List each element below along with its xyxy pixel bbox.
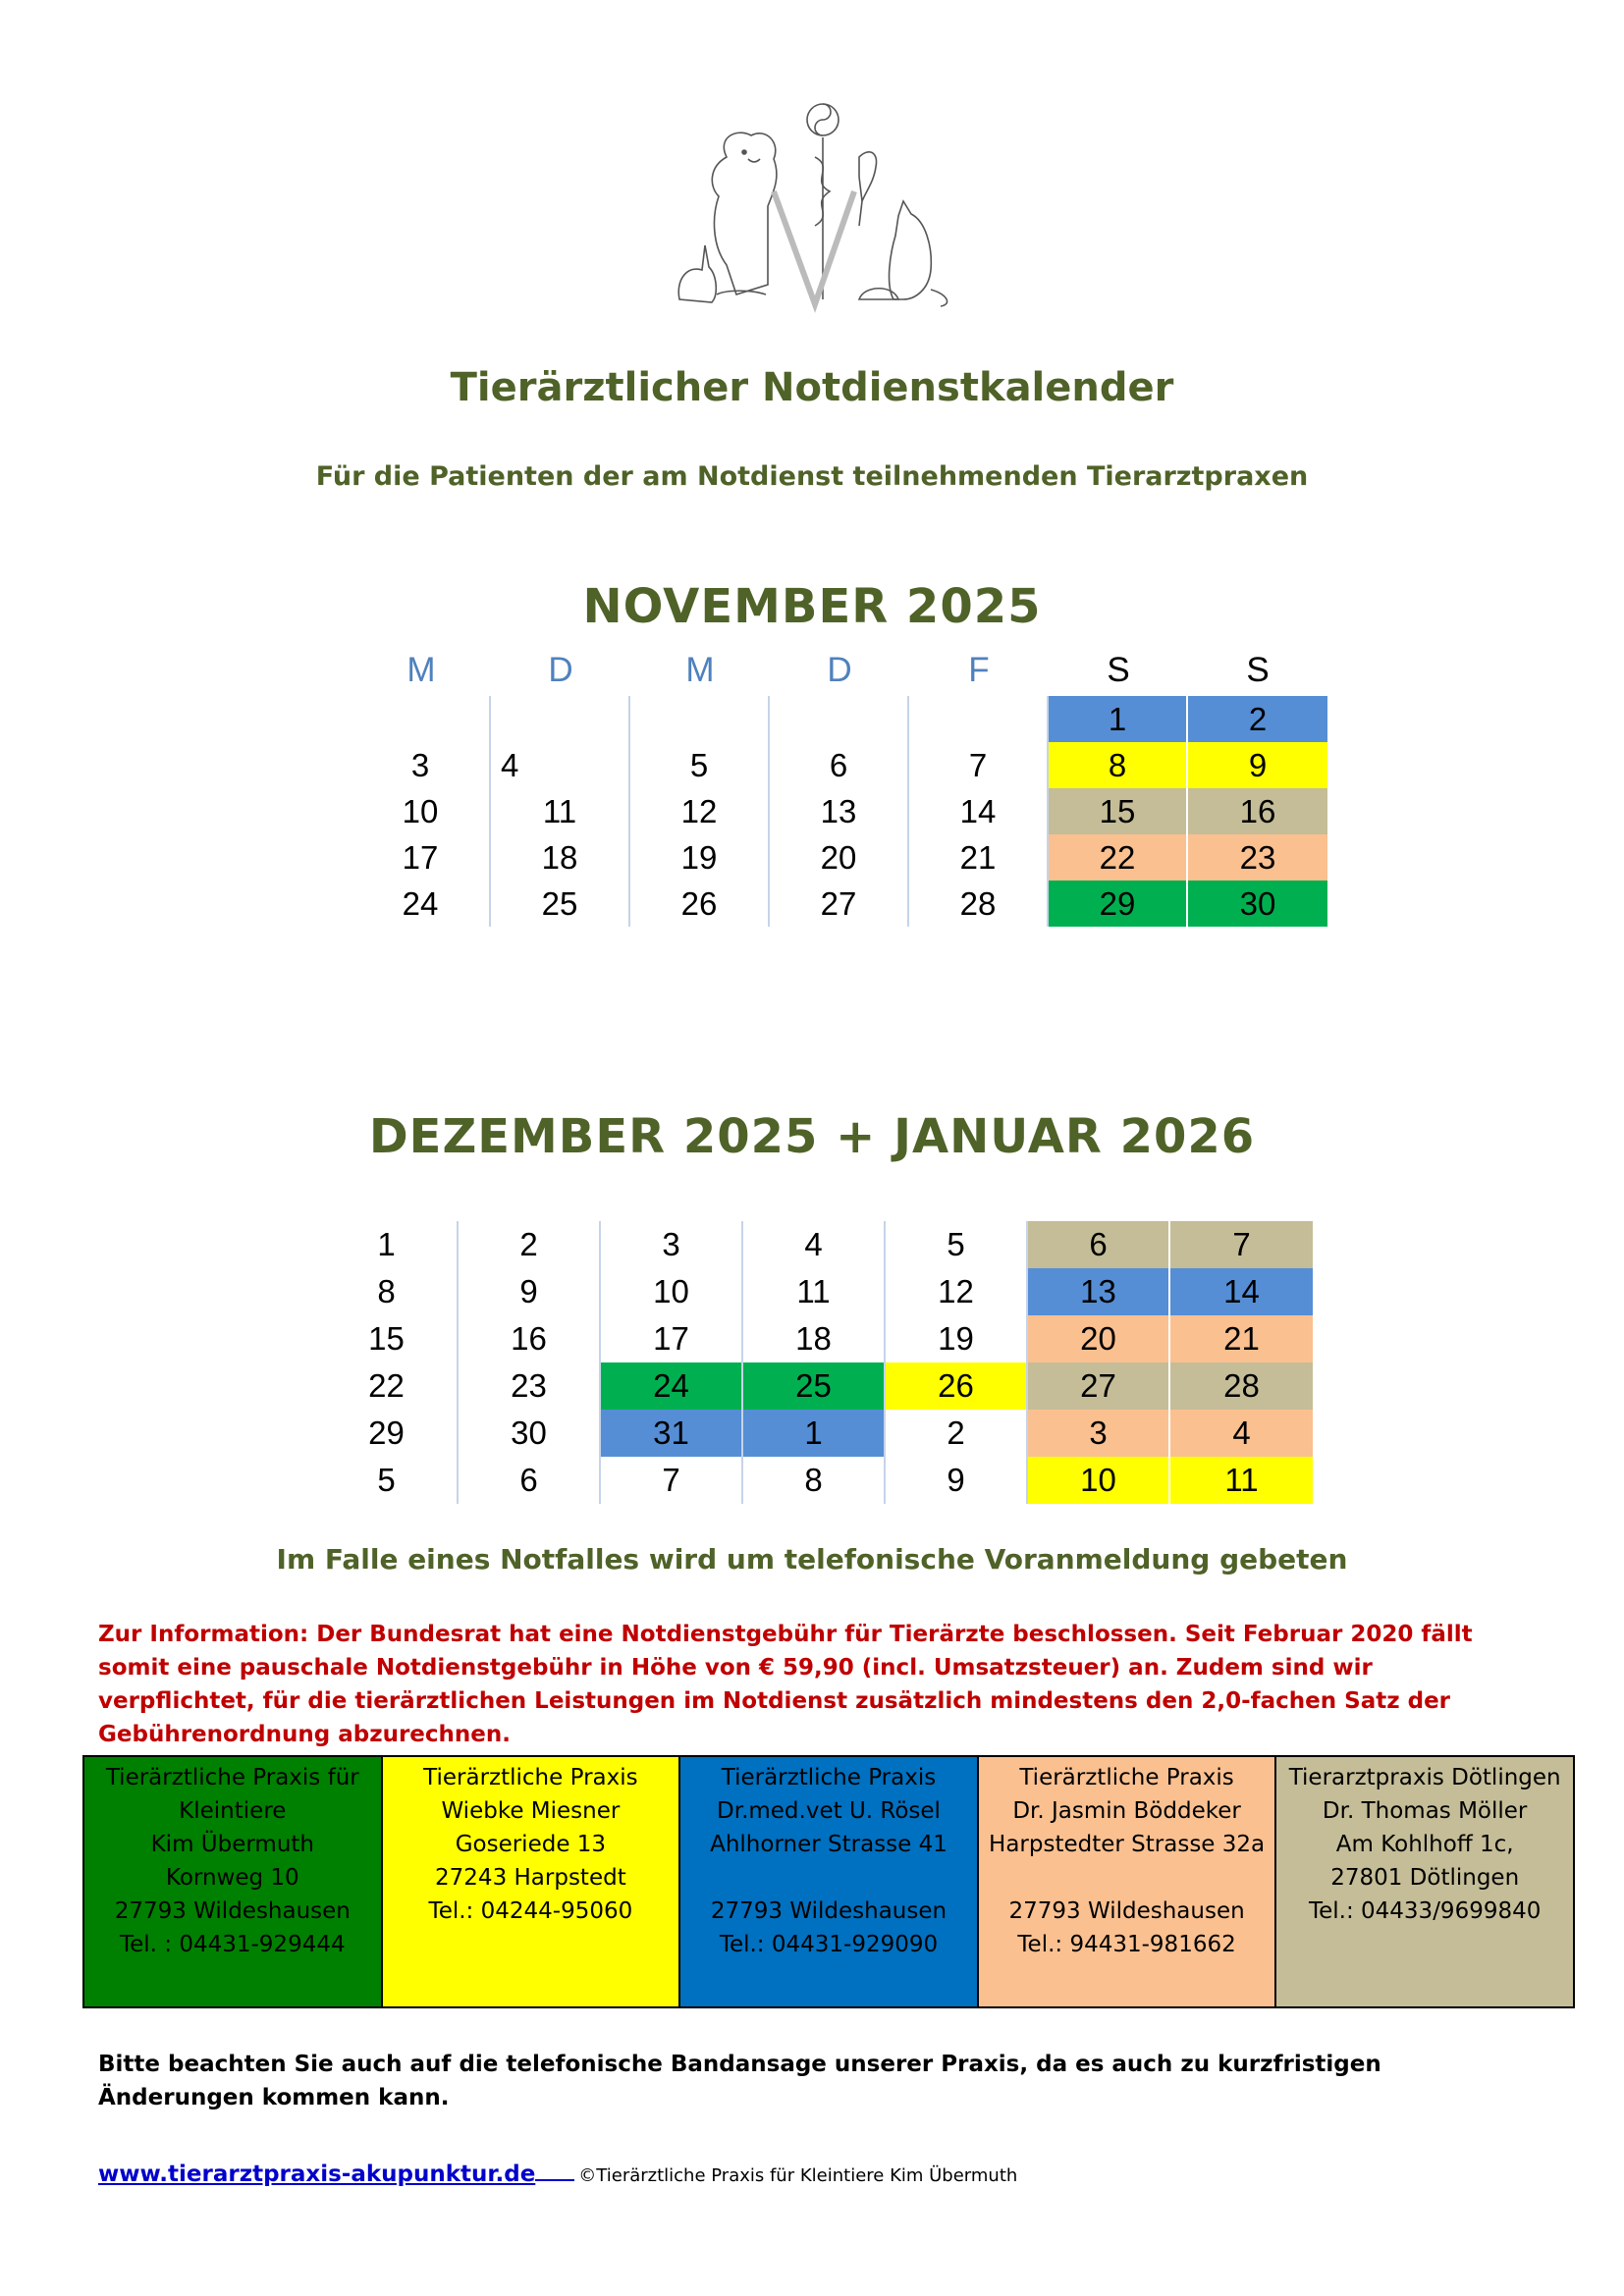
day-cell — [630, 696, 770, 742]
practice-line: 27243 Harpstedt — [435, 1865, 626, 1891]
day-cell: 11 — [1170, 1457, 1313, 1504]
day-cell — [352, 696, 491, 742]
practice-line: Tierarztpraxis Dötlingen — [1288, 1765, 1561, 1790]
practice-line: Harpstedter Strasse 32a — [989, 1832, 1266, 1857]
day-cell — [770, 696, 909, 742]
month-title-november: NOVEMBER 2025 — [582, 579, 1042, 634]
day-cell — [909, 696, 1049, 742]
day-cell: 24 — [352, 881, 491, 927]
day-cell: 15 — [1049, 788, 1188, 834]
day-cell: 19 — [630, 834, 770, 881]
day-cell: 2 — [459, 1221, 601, 1268]
month-title-december-january: DEZEMBER 2025 + JANUAR 2026 — [368, 1109, 1256, 1164]
day-cell: 22 — [316, 1362, 459, 1410]
day-cell: 23 — [459, 1362, 601, 1410]
practice-line: Tel.: 04244-95060 — [428, 1898, 633, 1924]
practice-logo-illustration — [658, 98, 982, 324]
calendar-november — [352, 645, 1327, 927]
calendar-week-row — [316, 1410, 1313, 1457]
calendar-week-row — [316, 1268, 1313, 1315]
practice-line-spacer — [979, 1861, 1275, 1895]
day-cell: 14 — [909, 788, 1049, 834]
practice-line: Tierärztliche Praxis — [721, 1765, 937, 1790]
page-subtitle: Für die Patienten der am Notdienst teilnehmenden Tierarztpraxen — [315, 461, 1309, 492]
day-cell: 8 — [316, 1268, 459, 1315]
practice-cell-uebermuth — [84, 1757, 383, 2006]
day-cell: 6 — [1028, 1221, 1170, 1268]
day-cell: 3 — [352, 742, 491, 788]
practice-line-spacer — [680, 1861, 977, 1895]
day-cell: 7 — [601, 1457, 743, 1504]
day-cell: 11 — [743, 1268, 886, 1315]
weekday-label: M — [685, 651, 715, 689]
day-cell: 20 — [1028, 1315, 1170, 1362]
weekday-label: D — [548, 651, 573, 689]
day-cell: 17 — [601, 1315, 743, 1362]
day-cell: 22 — [1049, 834, 1188, 881]
day-cell: 31 — [601, 1410, 743, 1457]
day-cell: 25 — [491, 881, 630, 927]
weekday-label: M — [406, 651, 436, 689]
day-cell: 13 — [770, 788, 909, 834]
day-cell: 30 — [459, 1410, 601, 1457]
day-cell: 19 — [886, 1315, 1028, 1362]
practice-line: Kleintiere — [179, 1798, 287, 1824]
page-title: Tierärztlicher Notdienstkalender — [450, 365, 1174, 410]
day-cell: 27 — [770, 881, 909, 927]
day-cell: 2 — [1188, 696, 1327, 742]
day-cell: 9 — [1188, 742, 1327, 788]
calendar-week-row — [352, 742, 1327, 788]
day-cell: 9 — [459, 1268, 601, 1315]
website-link[interactable]: www.tierarztpraxis-akupunktur.de — [98, 2162, 536, 2187]
weekday-label: F — [968, 651, 990, 689]
calendar-week-row — [316, 1315, 1313, 1362]
day-cell: 28 — [909, 881, 1049, 927]
calendar-week-row — [352, 834, 1327, 881]
day-cell: 13 — [1028, 1268, 1170, 1315]
weekday-header — [352, 645, 1327, 696]
practice-line: Dr.med.vet U. Rösel — [717, 1798, 941, 1824]
day-cell: 28 — [1170, 1362, 1313, 1410]
day-cell: 12 — [630, 788, 770, 834]
day-cell: 10 — [601, 1268, 743, 1315]
day-cell: 16 — [1188, 788, 1327, 834]
calendar-week-row — [316, 1362, 1313, 1410]
day-cell: 10 — [1028, 1457, 1170, 1504]
calendar-december-january — [316, 1221, 1313, 1504]
day-cell: 26 — [886, 1362, 1028, 1410]
day-cell: 25 — [743, 1362, 886, 1410]
copyright-text: ©Tierärztliche Praxis für Kleintiere Kim Übermuth — [578, 2165, 1018, 2186]
day-cell: 8 — [743, 1457, 886, 1504]
notice-text: Im Falle eines Notfalles wird um telefonische Voranmeldung gebeten — [276, 1543, 1348, 1575]
weekday-label: S — [1107, 651, 1130, 689]
day-cell: 1 — [743, 1410, 886, 1457]
day-cell: 4 — [491, 742, 630, 788]
day-cell: 30 — [1188, 881, 1327, 927]
day-cell: 7 — [1170, 1221, 1313, 1268]
answering-machine-note: Bitte beachten Sie auch auf die telefonische Bandansage unserer Praxis, da es auch zu kurzfristigen Änderungen kommen kann. — [98, 2052, 1381, 2110]
day-cell: 24 — [601, 1362, 743, 1410]
day-cell: 8 — [1049, 742, 1188, 788]
footer — [98, 2162, 1017, 2187]
day-cell: 1 — [316, 1221, 459, 1268]
calendar-week-row — [352, 881, 1327, 927]
practice-line: 27801 Dötlingen — [1330, 1865, 1520, 1891]
calendar-week-row — [352, 696, 1327, 742]
practice-line: Tierärztliche Praxis für — [105, 1765, 359, 1790]
calendar-week-row — [352, 788, 1327, 834]
day-cell: 14 — [1170, 1268, 1313, 1315]
practice-line: 27793 Wildeshausen — [1008, 1898, 1245, 1924]
day-cell: 4 — [1170, 1410, 1313, 1457]
day-cell: 29 — [1049, 881, 1188, 927]
day-cell: 2 — [886, 1410, 1028, 1457]
practice-line: Ahlhorner Strasse 41 — [710, 1832, 947, 1857]
day-cell: 5 — [316, 1457, 459, 1504]
calendar-week-row — [316, 1221, 1313, 1268]
day-cell: 23 — [1188, 834, 1327, 881]
day-cell: 1 — [1049, 696, 1188, 742]
day-cell: 18 — [491, 834, 630, 881]
day-cell: 18 — [743, 1315, 886, 1362]
day-cell: 3 — [1028, 1410, 1170, 1457]
day-cell: 5 — [886, 1221, 1028, 1268]
practice-line: Dr. Jasmin Böddeker — [1012, 1798, 1241, 1824]
practice-line: 27793 Wildeshausen — [710, 1898, 947, 1924]
weekday-label: S — [1246, 651, 1270, 689]
day-cell: 15 — [316, 1315, 459, 1362]
practice-line: Tierärztliche Praxis — [423, 1765, 638, 1790]
practice-line: Tel.: 04433/9699840 — [1308, 1898, 1542, 1924]
practice-line: Wiebke Miesner — [441, 1798, 621, 1824]
practice-cell-miesner — [383, 1757, 681, 2006]
fee-information: Zur Information: Der Bundesrat hat eine Notdienstgebühr für Tierärzte beschlossen. Seit Februar 2020 fällt somit eine pauschale Notdienstgebühr in Höhe von € 59,90 (incl. Umsatzsteuer) an. Zudem sind wir verpflichtet, für die tierärztlichen Leistungen im Notdienst zusätzlich mindestens den 2,0-fachen Satz der Gebührenordnung abzurechnen. — [98, 1622, 1473, 1747]
practice-cell-roesel — [680, 1757, 979, 2006]
practice-line: Tel.: 04431-929090 — [719, 1932, 939, 1957]
day-cell: 27 — [1028, 1362, 1170, 1410]
practice-line: Tierärztliche Praxis — [1019, 1765, 1234, 1790]
day-cell: 6 — [459, 1457, 601, 1504]
practices-table — [82, 1755, 1575, 2008]
practice-line: Tel.: 94431-981662 — [1017, 1932, 1236, 1957]
practice-cell-boeddeker — [979, 1757, 1277, 2006]
day-cell: 12 — [886, 1268, 1028, 1315]
calendar-week-row — [316, 1457, 1313, 1504]
day-cell: 3 — [601, 1221, 743, 1268]
day-cell: 4 — [743, 1221, 886, 1268]
practice-line: 27793 Wildeshausen — [114, 1898, 351, 1924]
day-cell: 20 — [770, 834, 909, 881]
day-cell: 21 — [1170, 1315, 1313, 1362]
weekday-label: D — [827, 651, 852, 689]
practice-line: Tel. : 04431-929444 — [119, 1932, 346, 1957]
practice-line: Dr. Thomas Möller — [1322, 1798, 1528, 1824]
practice-line: Kim Übermuth — [150, 1832, 314, 1857]
day-cell: 10 — [352, 788, 491, 834]
day-cell: 29 — [316, 1410, 459, 1457]
day-cell: 26 — [630, 881, 770, 927]
practice-line: Goseriede 13 — [455, 1832, 607, 1857]
day-cell: 9 — [886, 1457, 1028, 1504]
day-cell: 7 — [909, 742, 1049, 788]
day-cell: 16 — [459, 1315, 601, 1362]
day-cell: 17 — [352, 834, 491, 881]
day-cell: 21 — [909, 834, 1049, 881]
day-cell: 11 — [491, 788, 630, 834]
day-cell: 6 — [770, 742, 909, 788]
day-cell: 5 — [630, 742, 770, 788]
day-cell — [491, 696, 630, 742]
practice-line: Am Kohlhoff 1c, — [1335, 1832, 1514, 1857]
practice-cell-moeller — [1276, 1757, 1573, 2006]
practice-line: Kornweg 10 — [165, 1865, 299, 1891]
